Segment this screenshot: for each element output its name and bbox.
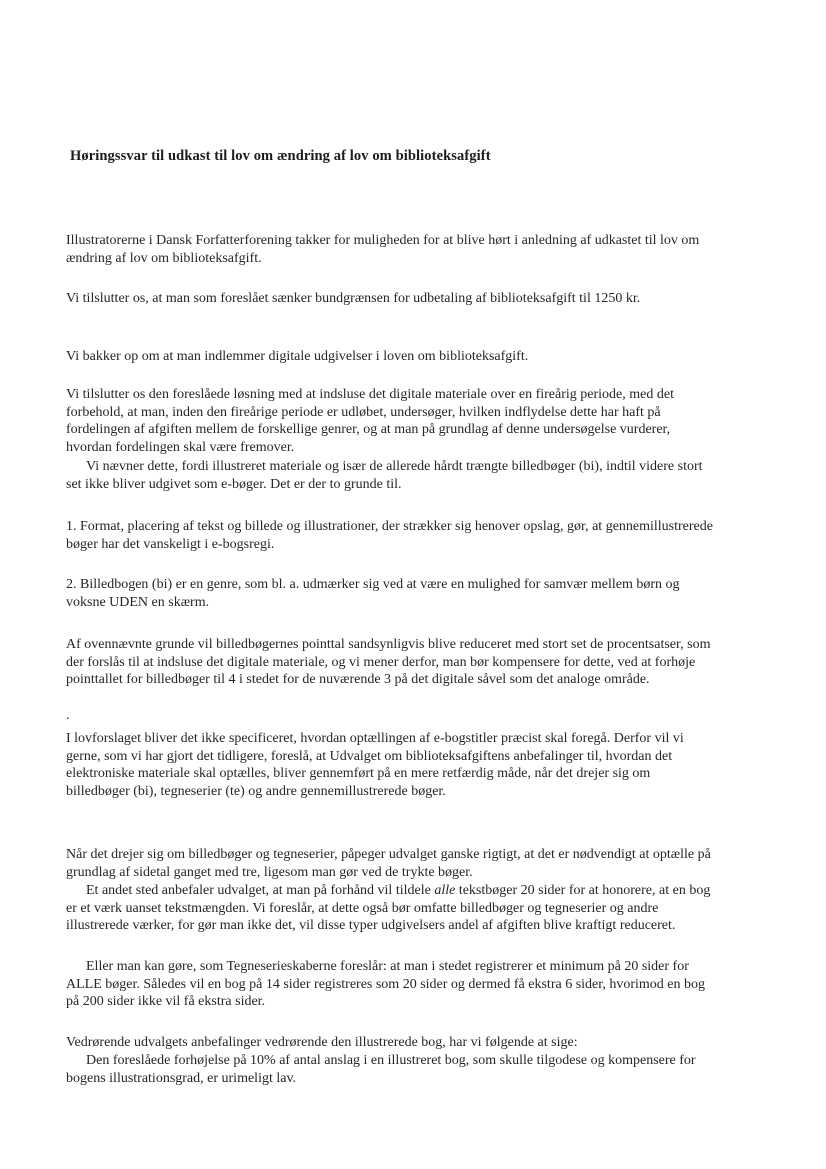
paragraph-intro: Illustratorerne i Dansk Forfatterforening takker for muligheden for at blive hørt i anledning af udkastet til lov om ændring af lov om biblioteksafgift.	[66, 233, 700, 266]
paragraph-forhoejelse-text: Den foreslåede forhøjelse på 10% af antal anslag i en illustreret bog, som skulle tilgodese og kompensere for bogens illustrationsgrad, er urimeligt lav.	[66, 1053, 696, 1086]
paragraph-tekstboeger-text-a: Et andet sted anbefaler udvalget, at man på forhånd vil tildele	[86, 883, 435, 898]
paragraph-billedboeger-e-boeger-text: Vi nævner dette, fordi illustreret materiale og især de allerede hårdt trængte billedbøger (bi), indtil videre stort set ikke bliver udgivet som e-bøger. Det er der to grunde til.	[66, 459, 703, 492]
paragraph-tekstboeger-text-b: tekstbøger 20 sider for at honorere, at en bog er et værk uanset tekstmængden. Vi foreslår, at dette også bør omfatte billedbøger og tegneserier og andre illustrerede værker, for gør man ikke det, vil disse typer udgivelsers andel af afgiften blive kraftigt reduceret.	[66, 883, 711, 933]
paragraph-forhoejelse	[66, 1052, 716, 1087]
stray-mark: .	[66, 708, 70, 723]
paragraph-billedboeger-e-boeger	[66, 458, 716, 493]
list-item-2: 2. Billedbogen (bi) er en genre, som bl. a. udmærker sig ved at være en mulighed for samvær mellem børn og voksne UDEN en skærm.	[66, 577, 680, 610]
paragraph-pointtal: Af ovennævnte grunde vil billedbøgernes pointtal sandsynligvis blive reduceret med stort set de procentsatser, som der forslås til at indsluse det digitale materiale, og vi mener derfor, man bør kompensere for dette, ved at forhøje pointtallet for billedbøger til 4 i stedet for de nuværende 3 på det digitale såvel som det analoge område.	[66, 637, 711, 687]
paragraph-tegneserieskaberne-text: Eller man kan gøre, som Tegneserieskaberne foreslår: at man i stedet registrerer et minimum på 20 sider for ALLE bøger. Således vil en bog på 14 sider registreres som 20 sider og dermed få ekstra 6 sider, hvorimod en bog på 200 sider ikke vil få ekstra sider.	[66, 959, 706, 1009]
paragraph-tekstboeger-emphasis: alle	[434, 883, 456, 898]
paragraph-tekstboeger	[66, 882, 716, 935]
list-item-1: 1. Format, placering af tekst og billede og illustrationer, der strækker sig henover opslag, gør, at gennemillustrerede bøger har det vanskeligt i e-bogsregi.	[66, 519, 713, 552]
paragraph-sidetal: Når det drejer sig om billedbøger og tegneserier, påpeger udvalget ganske rigtigt, at det er nødvendigt at optælle på grundlag af sidetal ganget med tre, ligesom man gør ved de trykte bøger.	[66, 847, 711, 880]
paragraph-digitale-udgivelser: Vi bakker op om at man indlemmer digitale udgivelser i loven om biblioteksafgift.	[66, 349, 529, 364]
paragraph-optaelling: I lovforslaget bliver det ikke specificeret, hvordan optællingen af e-bogstitler præcist skal foregå. Derfor vil vi gerne, som vi har gjort det tidligere, foreslå, at Udvalget om biblioteksafgiftens anbefalinger til, hvordan det elektroniske materiale skal optælles, bliver gennemført på en mere retfærdig måde, når det drejer sig om billedbøger (bi), tegneserier (te) og andre gennemillustrerede bøger.	[66, 731, 684, 799]
paragraph-bundgraense: Vi tilslutter os, at man som foreslået sænker bundgrænsen for udbetaling af biblioteksafgift til 1250 kr.	[66, 291, 641, 306]
paragraph-tegneserieskaberne	[66, 958, 716, 1011]
document-title: Høringssvar til udkast til lov om ændring af lov om biblioteksafgift	[70, 148, 491, 164]
paragraph-fireaarig-periode: Vi tilslutter os den foreslåede løsning med at indsluse det digitale materiale over en fireårig periode, med det forbehold, at man, inden den fireårige periode er udløbet, undersøger, hvilken indflydelse dette har haft på fordelingen af afgiften mellem de forskellige genrer, og at man på grundlag af denne undersøgelse vurderer, hvordan fordelingen skal være fremover.	[66, 387, 674, 455]
paragraph-anbefalinger: Vedrørende udvalgets anbefalinger vedrørende den illustrerede bog, har vi følgende at sige:	[66, 1035, 578, 1050]
